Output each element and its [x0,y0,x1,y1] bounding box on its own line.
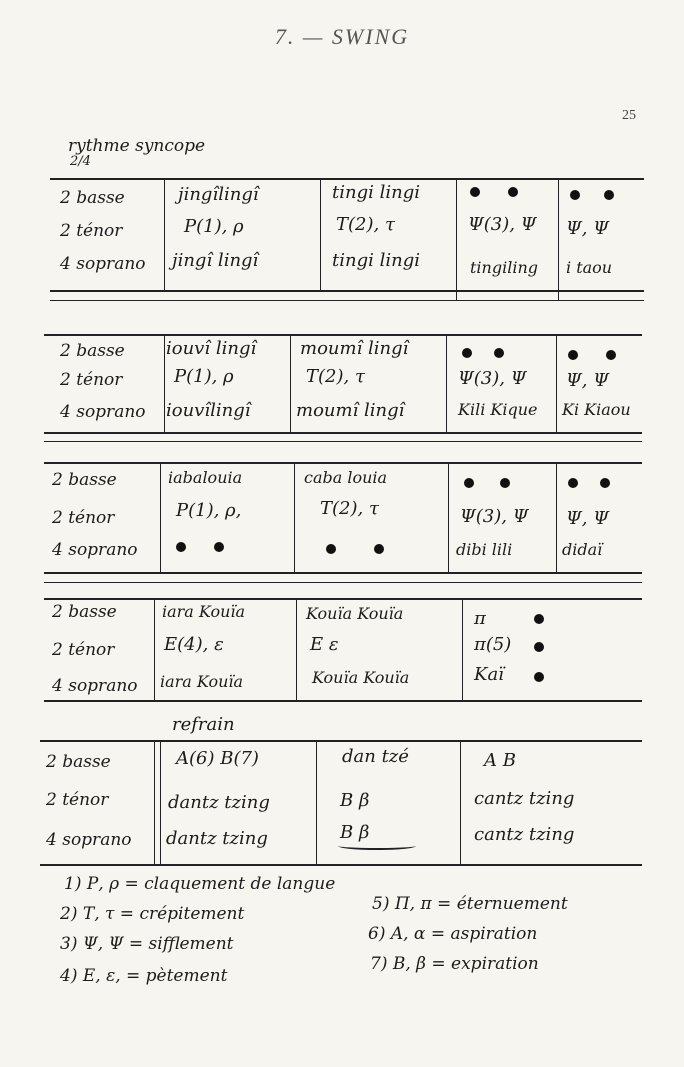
legend-item: 3) Ψ, Ψ = sifflement [60,934,234,954]
rest-dot [508,187,518,197]
system-1-bottom-rule-2 [50,300,644,301]
barline [456,178,457,300]
score-cell: Τ(2), τ [320,498,379,519]
score-cell: B β [340,790,370,811]
rest-dot [494,348,504,358]
barline [556,462,557,572]
system-5-bottom-rule [40,864,642,866]
score-cell: jingîlingî [178,184,259,205]
score-cell: π [474,608,486,629]
rhythm-label: rythme syncope [68,136,206,156]
voice-label-bass: 2 basse [52,602,117,622]
score-cell: iouvî lingî [166,338,257,359]
system-2-top-rule [44,334,642,336]
score-cell: moumî lingî [296,400,405,421]
legend-item: 4) Ε, ε, = pètement [60,966,228,986]
page-title: 7. — SWING [274,24,410,49]
rest-dot [568,350,578,360]
rest-dot [462,348,472,358]
voice-label-tenor: 2 ténor [46,790,109,810]
score-cell: E(4), ε [164,634,224,655]
rest-dot [534,614,544,624]
legend-item: 1) Ρ, ρ = claquement de langue [64,874,336,894]
voice-label-soprano: 4 soprano [52,676,138,696]
barline [556,334,557,432]
system-1-bottom-rule [50,290,644,292]
barline [154,740,155,864]
system-3-bottom-rule-2 [44,582,642,583]
score-cell: Ψ(3), Ψ [468,214,537,235]
score-cell: dan tzé [342,746,409,767]
score-cell: tingi lingi [332,250,420,271]
score-cell: iara Kouïa [162,602,246,621]
voice-label-bass: 2 basse [52,470,117,490]
score-cell: P(1), ρ, [176,500,242,521]
score-cell: Τ(2), τ [336,214,395,235]
score-cell: Kili Kique [458,400,538,419]
rest-dot [604,190,614,200]
legend-item: 6) Α, α = aspiration [368,924,538,944]
system-4-top-rule [44,598,642,600]
score-cell: i taou [566,258,613,277]
rest-dot [500,478,510,488]
system-4-bottom-rule [44,700,642,702]
voice-label-tenor: 2 ténor [60,221,123,241]
score-cell: jingî lingî [172,250,259,271]
system-2-bottom-rule-2 [44,441,642,442]
meter-label: 2/4 [70,154,91,169]
score-cell: A(6) B(7) [176,748,259,769]
score-cell: Ψ(3), Ψ [458,368,527,389]
legend-item: 7) Β, β = expiration [370,954,539,974]
score-cell: Ψ, Ψ [566,218,610,239]
voice-label-tenor: 2 ténor [60,370,123,390]
score-cell: Kouïa Kouïa [306,604,404,623]
score-cell: dantz tzing [166,828,268,849]
rest-dot [568,478,578,488]
voice-label-bass: 2 basse [46,752,111,772]
barline [296,598,297,700]
score-cell: tingiling [470,258,538,277]
voice-label-soprano: 4 soprano [52,540,138,560]
barline [320,178,321,290]
barline [446,334,447,432]
system-3-bottom-rule [44,572,642,574]
rest-dot [606,350,616,360]
score-cell: P(1), ρ [184,216,244,237]
system-5-top-rule [40,740,642,742]
score-cell: E ε [310,634,339,655]
slur-mark [338,842,416,850]
barline [290,334,291,432]
rest-dot [214,542,224,552]
voice-label-soprano: 4 soprano [60,254,146,274]
voice-label-bass: 2 basse [60,341,125,361]
refrain-label: refrain [172,714,235,735]
score-cell: tingi lingi [332,182,420,203]
score-cell: cantz tzing [474,824,575,845]
barline-double [160,740,161,864]
voice-label-soprano: 4 soprano [46,830,132,850]
score-cell: iabalouia [168,468,243,487]
system-1-top-rule [50,178,644,180]
score-cell: A B [484,750,516,771]
score-cell: cantz tzing [474,788,575,809]
score-cell: didaï [562,540,603,559]
score-cell: Kaï [474,664,504,685]
score-cell: B β [340,822,370,843]
rest-dot [570,190,580,200]
score-cell: Kouïa Kouïa [312,668,410,687]
rest-dot [326,544,336,554]
barline [460,740,461,864]
score-cell: caba louia [304,468,388,487]
score-cell: Ψ(3), Ψ [460,506,529,527]
barline [160,462,161,572]
voice-label-soprano: 4 soprano [60,402,146,422]
score-cell: iouvîlingî [166,400,251,421]
barline [154,598,155,700]
score-cell: dantz tzing [168,792,270,813]
score-cell: dibi lili [456,540,513,559]
barline [462,598,463,700]
barline [164,178,165,290]
barline [316,740,317,864]
page-number: 25 [622,108,636,123]
score-cell: iara Kouïa [160,672,244,691]
score-cell: Ψ, Ψ [566,370,610,391]
system-3-top-rule [44,462,642,464]
barline [294,462,295,572]
rest-dot [470,187,480,197]
score-cell: Ki Kiaou [562,400,631,419]
rest-dot [534,672,544,682]
rest-dot [374,544,384,554]
voice-label-tenor: 2 ténor [52,508,115,528]
score-cell: Τ(2), τ [306,366,365,387]
score-cell: Ψ, Ψ [566,508,610,529]
voice-label-bass: 2 basse [60,188,125,208]
rest-dot [176,542,186,552]
rest-dot [534,642,544,652]
voice-label-tenor: 2 ténor [52,640,115,660]
rest-dot [600,478,610,488]
score-cell: moumî lingî [300,338,409,359]
legend-item: 2) Τ, τ = crépitement [60,904,245,924]
barline [164,334,165,432]
barline [448,462,449,572]
legend-item: 5) Π, π = éternuement [372,894,568,914]
barline [558,178,559,300]
score-cell: π(5) [474,634,512,655]
score-cell: P(1), ρ [174,366,234,387]
rest-dot [464,478,474,488]
system-2-bottom-rule [44,432,642,434]
